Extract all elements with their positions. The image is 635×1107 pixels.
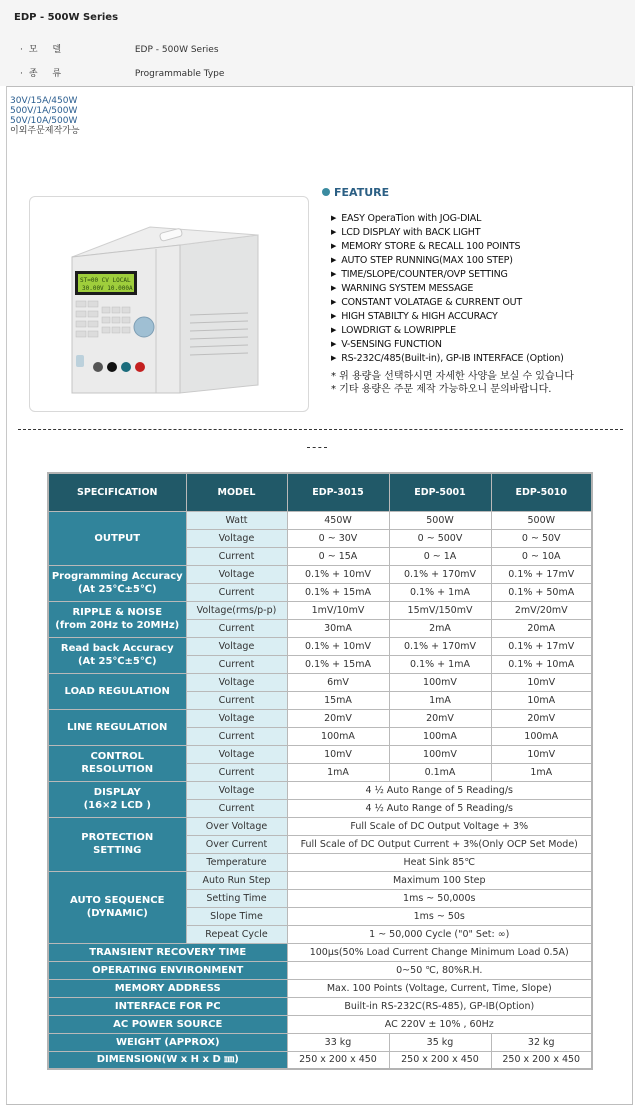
value-cell: 0.1% + 17mV xyxy=(491,637,592,655)
feature-item: ▶ MEMORY STORE & RECALL 100 POINTS xyxy=(331,240,564,254)
table-row xyxy=(48,673,592,691)
param-cell: Setting Time xyxy=(186,889,287,907)
value-cell: 250 x 200 x 450 xyxy=(287,1051,389,1069)
table-row xyxy=(48,817,592,835)
table-row xyxy=(48,1033,592,1051)
param-cell: Current xyxy=(186,727,287,745)
value-cell: 0.1% + 50mA xyxy=(491,583,592,601)
value-cell: 100mA xyxy=(389,727,491,745)
table-row xyxy=(48,745,592,763)
value-cell: 10mV xyxy=(491,745,592,763)
category-line: SETTING xyxy=(93,845,142,856)
table-row xyxy=(48,1051,592,1069)
value-cell: Heat Sink 85℃ xyxy=(287,853,592,871)
table-row xyxy=(48,511,592,529)
value-cell: 250 x 200 x 450 xyxy=(491,1051,592,1069)
dashed-divider-short xyxy=(307,447,327,448)
category-cell: OPERATING ENVIRONMENT xyxy=(48,961,287,979)
value-cell: 10mA xyxy=(491,691,592,709)
param-cell: Current xyxy=(186,583,287,601)
category-cell: LOAD REGULATION xyxy=(48,673,186,709)
category-line: (from 20Hz to 20MHz) xyxy=(55,620,180,631)
param-cell: Current xyxy=(186,547,287,565)
product-photo xyxy=(29,196,309,412)
info-label: ·종 류 xyxy=(20,69,68,79)
value-cell: 100μs(50% Load Current Change Minimum Load 0.5A) xyxy=(287,943,592,961)
feature-item: ▶ V-SENSING FUNCTION xyxy=(331,338,564,352)
info-row-type xyxy=(20,66,224,79)
feature-item: ▶ RS-232C/485(Built-in), GP-IB INTERFACE (Option) xyxy=(331,352,564,366)
table-row xyxy=(48,943,592,961)
param-cell: Voltage(rms/p-p) xyxy=(186,601,287,619)
param-cell: Voltage xyxy=(186,529,287,547)
value-cell: 2mV/20mV xyxy=(491,601,592,619)
category-cell xyxy=(48,781,186,817)
table-header-row xyxy=(48,473,592,511)
category-cell: INTERFACE FOR PC xyxy=(48,997,287,1015)
value-cell: 0.1% + 170mV xyxy=(389,565,491,583)
col-header: SPECIFICATION xyxy=(48,473,186,511)
category-line: RESOLUTION xyxy=(81,764,154,775)
feature-item: ▶ TIME/SLOPE/COUNTER/OVP SETTING xyxy=(331,268,564,282)
value-cell: AC 220V ± 10% , 60Hz xyxy=(287,1015,592,1033)
category-line: Read back Accuracy xyxy=(60,643,174,654)
capacity-link-5001[interactable]: 500V/1A/500W xyxy=(10,106,78,116)
capacity-link-3015[interactable]: 30V/15A/450W xyxy=(10,96,78,106)
feature-item: ▶ LCD DISPLAY with BACK LIGHT xyxy=(331,226,564,240)
param-cell: Current xyxy=(186,619,287,637)
category-line: DISPLAY xyxy=(93,787,141,798)
category-cell xyxy=(48,601,186,637)
param-cell: Voltage xyxy=(186,781,287,799)
param-cell: Auto Run Step xyxy=(186,871,287,889)
category-line: (DYNAMIC) xyxy=(86,908,148,919)
feature-title-text: FEATURE xyxy=(334,186,390,199)
param-cell: Repeat Cycle xyxy=(186,925,287,943)
value-cell: 32 kg xyxy=(491,1033,592,1051)
value-cell: 20mA xyxy=(491,619,592,637)
table-row xyxy=(48,565,592,583)
feature-list xyxy=(331,212,564,366)
feature-notes xyxy=(331,370,574,396)
param-cell: Voltage xyxy=(186,565,287,583)
value-cell: 0 ~ 15A xyxy=(287,547,389,565)
value-cell: 100mA xyxy=(287,727,389,745)
param-cell: Current xyxy=(186,763,287,781)
value-cell: 35 kg xyxy=(389,1033,491,1051)
value-cell: 0 ~ 1A xyxy=(389,547,491,565)
category-cell: TRANSIENT RECOVERY TIME xyxy=(48,943,287,961)
value-cell: 2mA xyxy=(389,619,491,637)
feature-item: ▶ WARNING SYSTEM MESSAGE xyxy=(331,282,564,296)
value-cell: 450W xyxy=(287,511,389,529)
feature-item: ▶ LOWDRIGT & LOWRIPPLE xyxy=(331,324,564,338)
value-cell: 4 ½ Auto Range of 5 Reading/s xyxy=(287,781,592,799)
value-cell: 0.1% + 1mA xyxy=(389,583,491,601)
category-cell: AC POWER SOURCE xyxy=(48,1015,287,1033)
value-cell: 20mV xyxy=(491,709,592,727)
param-cell: Current xyxy=(186,691,287,709)
info-row-model xyxy=(20,42,219,55)
value-cell: 33 kg xyxy=(287,1033,389,1051)
value-cell: Built-in RS-232C(RS-485), GP-IB(Option) xyxy=(287,997,592,1015)
col-header: EDP-5001 xyxy=(389,473,491,511)
category-line: (At 25℃±5℃) xyxy=(77,656,157,667)
table-row xyxy=(48,637,592,655)
info-value: EDP - 500W Series xyxy=(134,45,219,55)
param-cell: Voltage xyxy=(186,745,287,763)
value-cell: 20mV xyxy=(389,709,491,727)
custom-order-note: 이외주문제작가능 xyxy=(10,126,80,136)
category-cell xyxy=(48,637,186,673)
param-cell: Watt xyxy=(186,511,287,529)
table-row xyxy=(48,961,592,979)
value-cell: 100mV xyxy=(389,745,491,763)
value-cell: 10mV xyxy=(491,673,592,691)
category-cell: DIMENSION(W x H x D ㎜) xyxy=(48,1051,287,1069)
param-cell: Voltage xyxy=(186,673,287,691)
param-cell: Current xyxy=(186,799,287,817)
value-cell: 10mV xyxy=(287,745,389,763)
value-cell: 0 ~ 30V xyxy=(287,529,389,547)
param-cell: Voltage xyxy=(186,709,287,727)
value-cell: 0.1% + 15mA xyxy=(287,655,389,673)
dashed-divider xyxy=(18,429,623,430)
value-cell: 1mV/10mV xyxy=(287,601,389,619)
category-line: (16×2 LCD ) xyxy=(83,800,151,811)
value-cell: 0.1% + 15mA xyxy=(287,583,389,601)
feature-item: ▶ HIGH STABILTY & HIGH ACCURACY xyxy=(331,310,564,324)
bullet-icon xyxy=(322,188,330,196)
value-cell: 1ms ~ 50s xyxy=(287,907,592,925)
table-row xyxy=(48,979,592,997)
value-cell: Max. 100 Points (Voltage, Current, Time, Slope) xyxy=(287,979,592,997)
value-cell: 250 x 200 x 450 xyxy=(389,1051,491,1069)
table-row xyxy=(48,709,592,727)
value-cell: 30mA xyxy=(287,619,389,637)
value-cell: 0.1% + 170mV xyxy=(389,637,491,655)
feature-item: ▶ EASY OperaTion with JOG-DIAL xyxy=(331,212,564,226)
page-title: EDP - 500W Series xyxy=(14,12,119,23)
table-row xyxy=(48,997,592,1015)
value-cell: 1ms ~ 50,000s xyxy=(287,889,592,907)
category-cell xyxy=(48,871,186,943)
category-line: Programming Accuracy xyxy=(51,571,183,582)
category-line: RIPPLE & NOISE xyxy=(72,607,163,618)
value-cell: 15mV/150mV xyxy=(389,601,491,619)
param-cell: Slope Time xyxy=(186,907,287,925)
category-line: PROTECTION xyxy=(81,832,154,843)
value-cell: 0 ~ 50V xyxy=(491,529,592,547)
value-cell: 100mA xyxy=(491,727,592,745)
value-cell: 0.1% + 10mV xyxy=(287,565,389,583)
power-supply-image xyxy=(30,197,308,411)
value-cell: Full Scale of DC Output Voltage + 3% xyxy=(287,817,592,835)
param-cell: Current xyxy=(186,655,287,673)
col-header: EDP-3015 xyxy=(287,473,389,511)
table-row xyxy=(48,601,592,619)
value-cell: 6mV xyxy=(287,673,389,691)
svg-text:ST=00 CV LOCAL: ST=00 CV LOCAL xyxy=(80,277,131,284)
value-cell: Full Scale of DC Output Current + 3%(Only OCP Set Mode) xyxy=(287,835,592,853)
category-line: (At 25℃±5℃) xyxy=(77,584,157,595)
value-cell: 0.1% + 10mV xyxy=(287,637,389,655)
value-cell: 4 ½ Auto Range of 5 Reading/s xyxy=(287,799,592,817)
value-cell: 0 ~ 500V xyxy=(389,529,491,547)
value-cell: 1mA xyxy=(491,763,592,781)
note-line: * 기타 용량은 주문 제작 가능하오니 문의바랍니다. xyxy=(331,384,552,395)
value-cell: 15mA xyxy=(287,691,389,709)
value-cell: 500W xyxy=(491,511,592,529)
svg-text:30.00V 10.000A: 30.00V 10.000A xyxy=(82,285,133,292)
param-cell: Temperature xyxy=(186,853,287,871)
value-cell: 100mV xyxy=(389,673,491,691)
category-cell: LINE REGULATION xyxy=(48,709,186,745)
value-cell: 1 ~ 50,000 Cycle ("0" Set: ∞) xyxy=(287,925,592,943)
value-cell: 0~50 ℃, 80%R.H. xyxy=(287,961,592,979)
category-cell: OUTPUT xyxy=(48,511,186,565)
param-cell: Over Voltage xyxy=(186,817,287,835)
col-header: EDP-5010 xyxy=(491,473,592,511)
category-cell: MEMORY ADDRESS xyxy=(48,979,287,997)
note-line: * 위 용량을 선택하시면 자세한 사양을 보실 수 있습니다 xyxy=(331,371,574,382)
value-cell: 0 ~ 10A xyxy=(491,547,592,565)
value-cell: 20mV xyxy=(287,709,389,727)
capacity-link-5010[interactable]: 50V/10A/500W xyxy=(10,116,78,126)
category-cell xyxy=(48,745,186,781)
table-row xyxy=(48,871,592,889)
feature-heading xyxy=(322,186,389,199)
value-cell: 0.1% + 10mA xyxy=(491,655,592,673)
value-cell: 500W xyxy=(389,511,491,529)
value-cell: 0.1% + 17mV xyxy=(491,565,592,583)
category-line: CONTROL xyxy=(90,751,145,762)
table-row xyxy=(48,1015,592,1033)
spec-table xyxy=(47,472,593,1070)
value-cell: Maximum 100 Step xyxy=(287,871,592,889)
category-line: AUTO SEQUENCE xyxy=(70,895,165,906)
value-cell: 0.1mA xyxy=(389,763,491,781)
param-cell: Voltage xyxy=(186,637,287,655)
header-area xyxy=(0,0,635,86)
category-cell: WEIGHT (APPROX) xyxy=(48,1033,287,1051)
value-cell: 1mA xyxy=(389,691,491,709)
feature-item: ▶ AUTO STEP RUNNING(MAX 100 STEP) xyxy=(331,254,564,268)
value-cell: 0.1% + 1mA xyxy=(389,655,491,673)
feature-item: ▶ CONSTANT VOLATAGE & CURRENT OUT xyxy=(331,296,564,310)
table-row xyxy=(48,781,592,799)
category-cell xyxy=(48,565,186,601)
param-cell: Over Current xyxy=(186,835,287,853)
capacity-links xyxy=(10,96,80,136)
col-header: MODEL xyxy=(186,473,287,511)
info-value: Programmable Type xyxy=(134,69,225,79)
info-label: ·모 델 xyxy=(20,45,68,55)
category-cell xyxy=(48,817,186,871)
value-cell: 1mA xyxy=(287,763,389,781)
